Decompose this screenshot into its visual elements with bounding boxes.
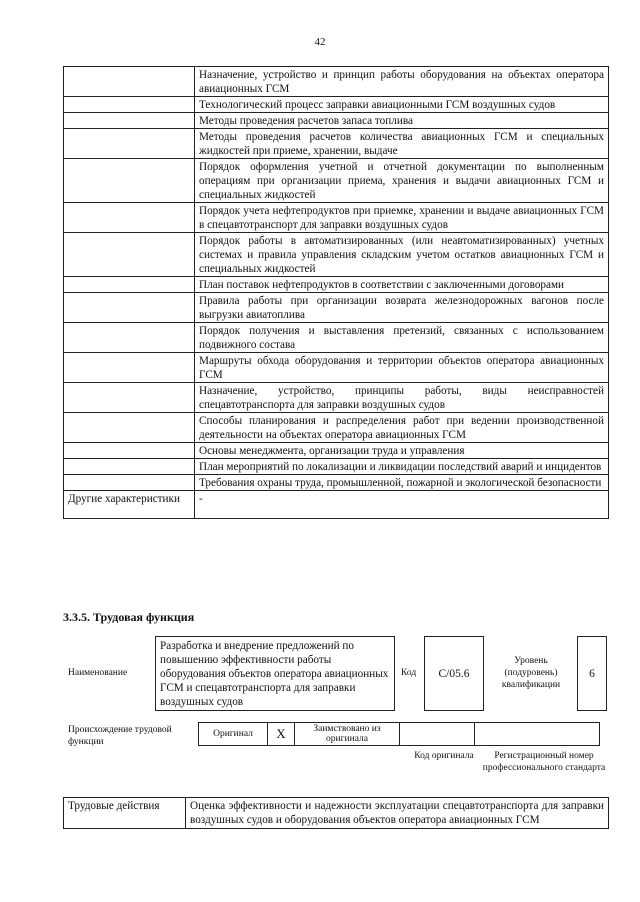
code-original-caption: Код оригинала	[414, 751, 474, 761]
origin-reg-number-cell	[475, 723, 600, 746]
knowledge-row	[64, 353, 609, 383]
knowledge-item: Основы менеджмента, организации труда и управления	[195, 443, 609, 459]
function-code-value: C/05.6	[424, 636, 484, 711]
knowledge-label-cell	[64, 293, 195, 323]
other-characteristics-label: Другие характеристики	[64, 491, 195, 519]
knowledge-item: Назначение, устройство и принцип работы оборудования на объектах оператора авиационных ГСМ	[195, 67, 609, 97]
knowledge-row	[64, 413, 609, 443]
labor-actions-label: Трудовые действия	[64, 798, 186, 829]
knowledge-row	[64, 383, 609, 413]
knowledge-label-cell	[64, 459, 195, 475]
knowledge-item: План мероприятий по локализации и ликвидации последствий аварий и инцидентов	[195, 459, 609, 475]
origin-borrowed-label: Заимствовано из оригинала	[295, 723, 400, 746]
knowledge-item: Маршруты обхода оборудования и территории объектов оператора авиационных ГСМ	[195, 353, 609, 383]
knowledge-item: Способы планирования и распределения работ при ведении производственной деятельности на объектах оператора авиационных ГСМ	[195, 413, 609, 443]
qualification-level-label: Уровень (подуровень) квалификации	[501, 656, 561, 690]
section-title: 3.3.5. Трудовая функция	[63, 610, 195, 624]
knowledge-item: Порядок учета нефтепродуктов при приемке, хранении и выдаче авиационных ГСМ в спецавтотранспорт для заправки воздушных судов	[195, 203, 609, 233]
other-characteristics-row	[64, 491, 609, 519]
knowledge-row	[64, 475, 609, 491]
knowledge-item: Требования охраны труда, промышленной, пожарной и экологической безопасности	[195, 475, 609, 491]
knowledge-table	[63, 66, 609, 519]
knowledge-row	[64, 113, 609, 129]
knowledge-row	[64, 129, 609, 159]
knowledge-item: Порядок работы в автоматизированных (или неавтоматизированных) учетных системах и правила управления складским учетом остатков авиационных ГСМ и специальных жидкостей	[195, 233, 609, 277]
knowledge-row	[64, 443, 609, 459]
origin-label: Происхождение трудовой функции	[68, 725, 172, 747]
knowledge-label-cell	[64, 233, 195, 277]
knowledge-row	[64, 323, 609, 353]
origin-original-mark: X	[268, 723, 295, 746]
knowledge-item: План поставок нефтепродуктов в соответствии с заключенными договорами	[195, 277, 609, 293]
qualification-level-value: 6	[577, 636, 607, 711]
knowledge-row	[64, 459, 609, 475]
origin-table	[198, 722, 600, 746]
knowledge-label-cell	[64, 353, 195, 383]
knowledge-row	[64, 203, 609, 233]
labor-actions-value: Оценка эффективности и надежности эксплуатации спецавтотранспорта для заправки воздушных судов и оборудования объектов оператора авиационных ГСМ	[186, 798, 609, 829]
knowledge-row	[64, 159, 609, 203]
knowledge-label-cell	[64, 113, 195, 129]
origin-code-cell	[400, 723, 475, 746]
knowledge-item: Технологический процесс заправки авиационными ГСМ воздушных судов	[195, 97, 609, 113]
reg-number-caption: Регистрационный номер профессионального стандарта	[482, 751, 606, 773]
knowledge-label-cell	[64, 97, 195, 113]
origin-original-label: Оригинал	[199, 723, 268, 746]
knowledge-label-cell	[64, 203, 195, 233]
knowledge-row	[64, 277, 609, 293]
knowledge-label-cell	[64, 383, 195, 413]
knowledge-label-cell	[64, 67, 195, 97]
function-name-value: Разработка и внедрение предложений по повышению эффективности работы оборудования объектов оператора авиационных ГСМ и спецавтотранспорта для заправки воздушных судов	[155, 636, 395, 711]
knowledge-label-cell	[64, 129, 195, 159]
labor-actions-row	[64, 798, 609, 829]
knowledge-item: Назначение, устройство, принципы работы, виды неисправностей спецавтотранспорта для заправки воздушных судов	[195, 383, 609, 413]
knowledge-label-cell	[64, 277, 195, 293]
knowledge-label-cell	[64, 413, 195, 443]
knowledge-label-cell	[64, 443, 195, 459]
knowledge-label-cell	[64, 159, 195, 203]
knowledge-label-cell	[64, 475, 195, 491]
knowledge-item: Методы проведения расчетов количества авиационных ГСМ и специальных жидкостей при приеме, хранении, выдаче	[195, 129, 609, 159]
knowledge-row	[64, 233, 609, 277]
function-code-label: Код	[401, 668, 417, 678]
knowledge-label-cell	[64, 323, 195, 353]
labor-actions-table	[63, 797, 609, 829]
knowledge-item: Методы проведения расчетов запаса топлива	[195, 113, 609, 129]
function-name-label: Наименование	[68, 668, 128, 678]
knowledge-item: Правила работы при организации возврата железнодорожных вагонов после выгрузки авиатоплива	[195, 293, 609, 323]
knowledge-item: Порядок получения и выставления претензий, связанных с использованием подвижного состава	[195, 323, 609, 353]
knowledge-row	[64, 67, 609, 97]
other-characteristics-value: -	[195, 491, 609, 519]
page-number: 42	[314, 36, 326, 48]
knowledge-row	[64, 97, 609, 113]
knowledge-row	[64, 293, 609, 323]
knowledge-item: Порядок оформления учетной и отчетной документации по выполненным операциям при организации приема, хранения и выдачи авиационных ГСМ и специальных жидкостей	[195, 159, 609, 203]
